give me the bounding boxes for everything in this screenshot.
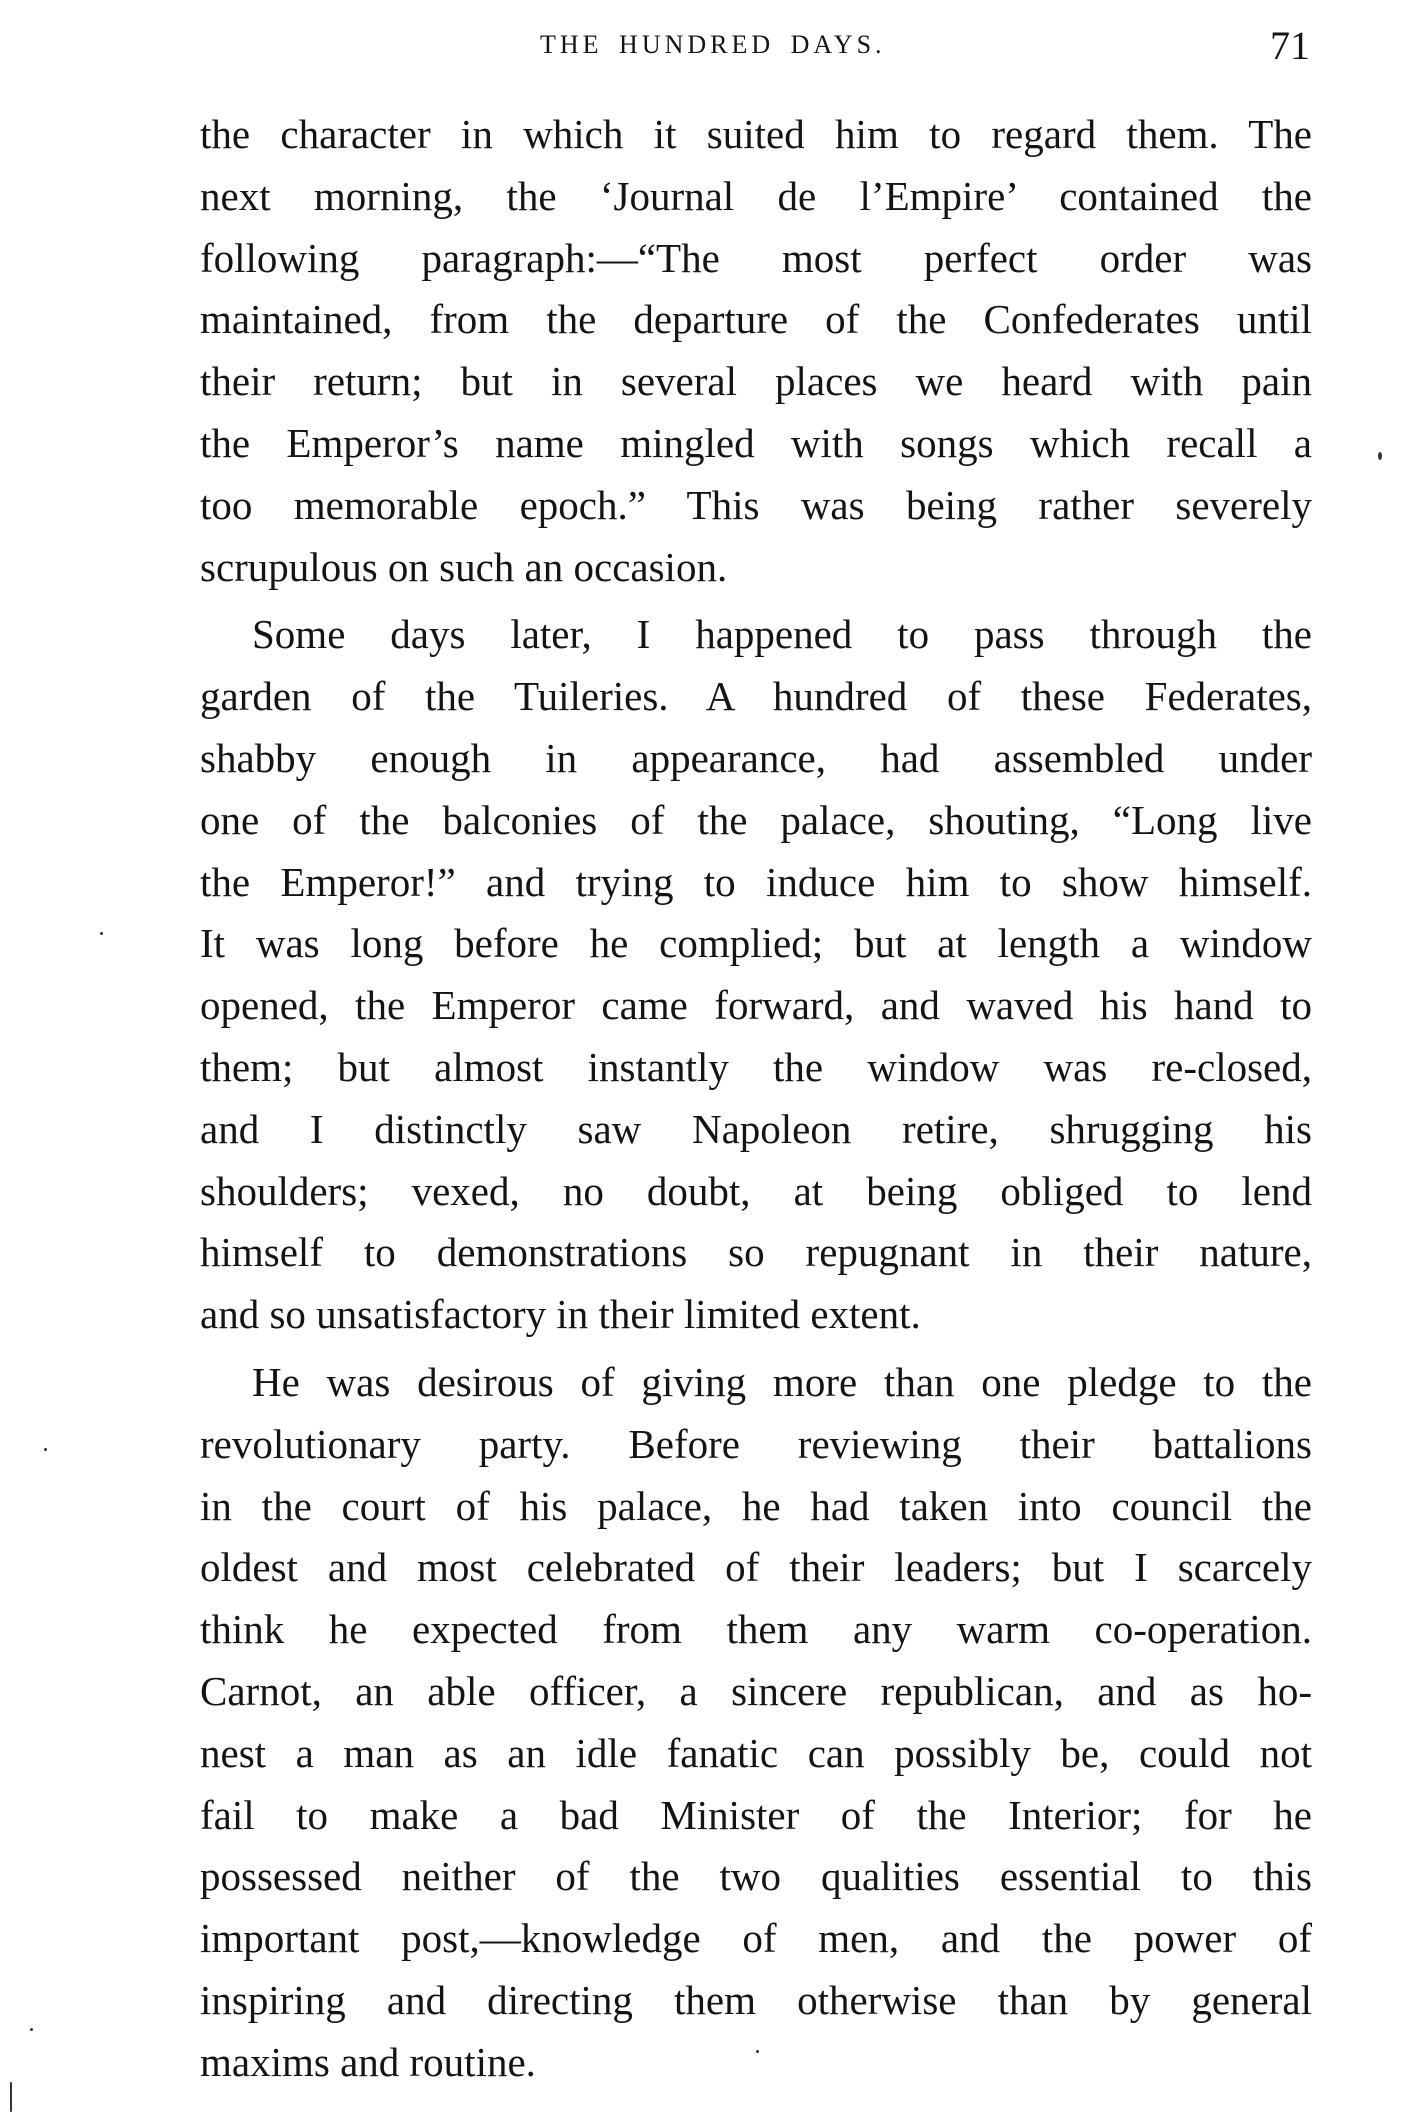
text-line: Some days later, I happened to pass through the (252, 611, 1312, 658)
body-text (200, 104, 1312, 2094)
text-line: and so unsatisfactory in their limited extent. (200, 1291, 921, 1338)
text-line: shabby enough in appearance, had assembled under (200, 734, 1312, 781)
scan-speck (756, 2050, 759, 2053)
text-line: nest a man as an idle fanatic can possibly be, could not (200, 1729, 1312, 1776)
text-line: revolutionary party. Before reviewing their battalions (200, 1420, 1312, 1467)
text-line: their return; but in several places we heard with pain (200, 358, 1312, 405)
text-line: the character in which it suited him to regard them. The (200, 111, 1312, 157)
text-line: one of the balconies of the palace, shouting, “Long live (200, 796, 1312, 843)
scan-speck (100, 932, 103, 935)
text-line: opened, the Emperor came forward, and waved his hand to (200, 982, 1312, 1029)
text-line: maintained, from the departure of the Confederates until (200, 296, 1312, 343)
text-line: think he expected from them any warm co-operation. (200, 1606, 1312, 1653)
text-line: himself to demonstrations so repugnant in their nature, (200, 1229, 1312, 1276)
text-line: too memorable epoch.” This was being rather severely (200, 481, 1312, 528)
text-line: them; but almost instantly the window was re-closed, (200, 1043, 1312, 1090)
text-line: important post,—knowledge of men, and the power of (200, 1915, 1312, 1962)
text-line: maxims and routine. (200, 2038, 536, 2085)
paragraph-2 (200, 604, 1312, 1346)
scan-speck (44, 1448, 47, 1451)
text-line: He was desirous of giving more than one pledge to the (252, 1358, 1312, 1405)
text-line: next morning, the ‘Journal de l’Empire’ contained the (200, 172, 1312, 219)
text-line: garden of the Tuileries. A hundred of these Federates, (200, 673, 1312, 720)
text-line: Carnot, an able officer, a sincere republican, and as ho- (200, 1667, 1312, 1714)
text-line: following paragraph:—“The most perfect order was (200, 234, 1312, 281)
text-line: scrupulous on such an occasion. (200, 543, 728, 590)
scan-speck (10, 2082, 12, 2112)
running-title: THE HUNDRED DAYS. (540, 30, 886, 59)
text-line: in the court of his palace, he had taken into council the (200, 1482, 1312, 1529)
running-head (200, 22, 1310, 70)
text-line: oldest and most celebrated of their leaders; but I scarcely (200, 1544, 1312, 1591)
paragraph-3 (200, 1352, 1312, 2094)
text-line: shoulders; vexed, no doubt, at being obliged to lend (200, 1167, 1312, 1214)
scan-speck (30, 2028, 33, 2031)
text-line: It was long before he complied; but at length a window (200, 920, 1312, 967)
text-line: the Emperor’s name mingled with songs which recall a (200, 419, 1312, 466)
paragraph-1 (200, 104, 1312, 598)
text-line: possessed neither of the two qualities essential to this (200, 1853, 1312, 1900)
text-line: and I distinctly saw Napoleon retire, shrugging his (200, 1105, 1312, 1152)
scan-speck (1378, 452, 1382, 460)
page-number: 71 (1270, 23, 1310, 68)
text-line: inspiring and directing them otherwise than by general (200, 1976, 1312, 2023)
text-line: fail to make a bad Minister of the Interior; for he (200, 1791, 1312, 1838)
text-line: the Emperor!” and trying to induce him to show himself. (200, 858, 1312, 905)
